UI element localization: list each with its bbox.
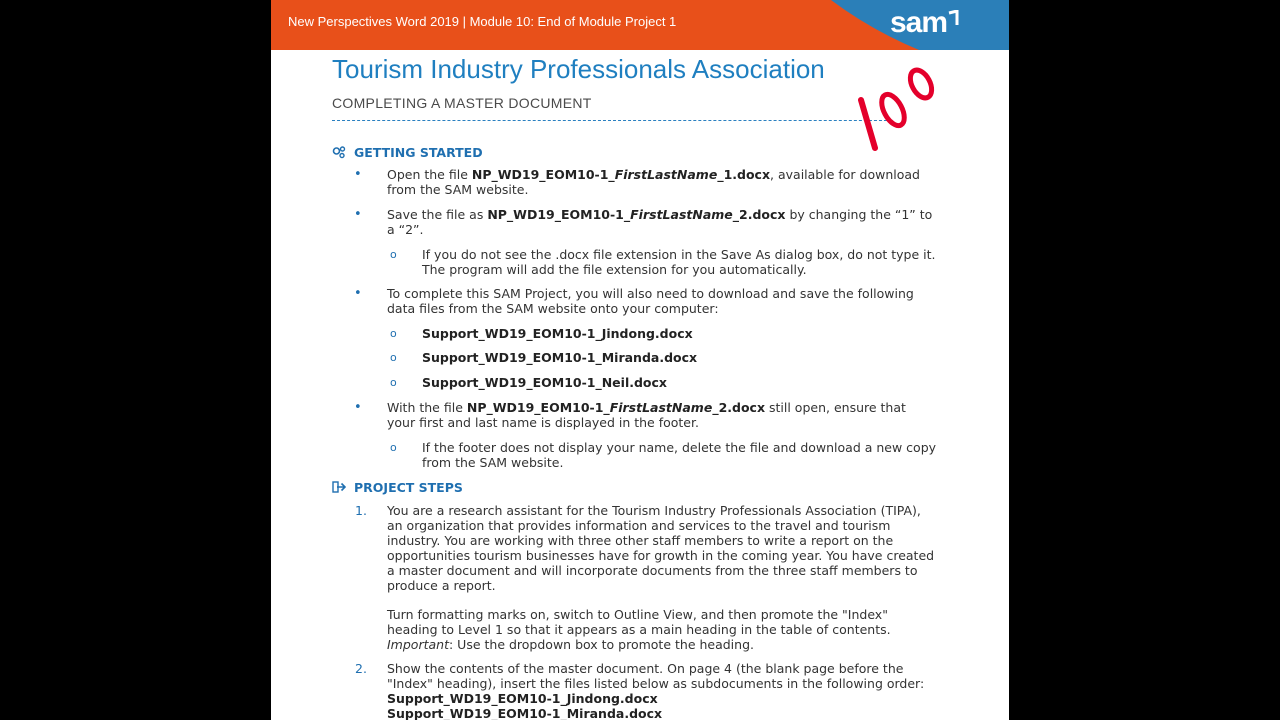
document-subtitle: COMPLETING A MASTER DOCUMENT (332, 95, 592, 111)
step-number: 2. (355, 661, 367, 676)
bullet: • (354, 207, 362, 222)
sub-bullet: o (390, 376, 397, 389)
project-steps-heading: PROJECT STEPS (354, 480, 463, 495)
steps-arrow-icon (332, 480, 346, 494)
step-number: 1. (355, 503, 367, 518)
bullet: • (354, 167, 362, 182)
data-file-neil: Support_WD19_EOM10-1_Neil.docx (422, 375, 667, 390)
data-file-miranda: Support_WD19_EOM10-1_Miranda.docx (422, 350, 698, 365)
step-2-text: Show the contents of the master document. On page 4 (the blank page before the "Index" heading), insert the files listed below as subdocuments in the following order: Support_WD19_EOM10-1_Jindong.docx Support_WD19_EOM10-1_Miranda.docx (387, 661, 925, 720)
header-banner (271, 0, 1009, 50)
gears-icon (332, 145, 346, 159)
sub-bullet-footer-note: If the footer does not display your name, delete the file and download a new copy from the SAM website. (422, 440, 937, 470)
sub-bullet-extension-note: If you do not see the .docx file extension in the Save As dialog box, do not type it. The program will add the file extension for you automatically. (422, 247, 936, 277)
bullet-open-file: Open the file NP_WD19_EOM10-1_FirstLastName_1.docx, available for download from the SAM website. (387, 167, 920, 197)
handwritten-score (849, 58, 939, 158)
bullet: • (354, 400, 362, 415)
document-page (271, 0, 1009, 720)
bullet: • (354, 286, 362, 301)
bullet-footer-check: With the file NP_WD19_EOM10-1_FirstLastName_2.docx still open, ensure that your first and last name is displayed in the footer. (387, 400, 906, 430)
sam-logo: sam (890, 6, 960, 40)
sub-bullet: o (390, 441, 397, 454)
sub-bullet: o (390, 351, 397, 364)
step-1-text: You are a research assistant for the Tourism Industry Professionals Association (TIPA), an organization that provides information and services to the travel and tourism industry. You are working with three other staff members to write a report on the opportunities tourism businesses have for growth in the coming year. You have created a master document and will incorporate documents from the three staff members to produce a report. (387, 503, 935, 593)
sub-bullet: o (390, 327, 397, 340)
step-1-instructions: Turn formatting marks on, switch to Outline View, and then promote the "Index" heading to Level 1 so that it appears as a main heading in the table of contents. Important: Use the dropdown box to promote the heading. (387, 607, 891, 652)
title-divider (332, 120, 892, 121)
getting-started-heading: GETTING STARTED (354, 145, 483, 160)
sub-bullet: o (390, 248, 397, 261)
data-file-jindong: Support_WD19_EOM10-1_Jindong.docx (422, 326, 693, 341)
banner-title: New Perspectives Word 2019 | Module 10: End of Module Project 1 (288, 14, 677, 29)
document-title: Tourism Industry Professionals Association (332, 54, 825, 84)
bullet-save-file: Save the file as NP_WD19_EOM10-1_FirstLastName_2.docx by changing the “1” to a “2”. (387, 207, 933, 237)
bullet-data-files: To complete this SAM Project, you will also need to download and save the following data files from the SAM website onto your computer: (387, 286, 914, 316)
